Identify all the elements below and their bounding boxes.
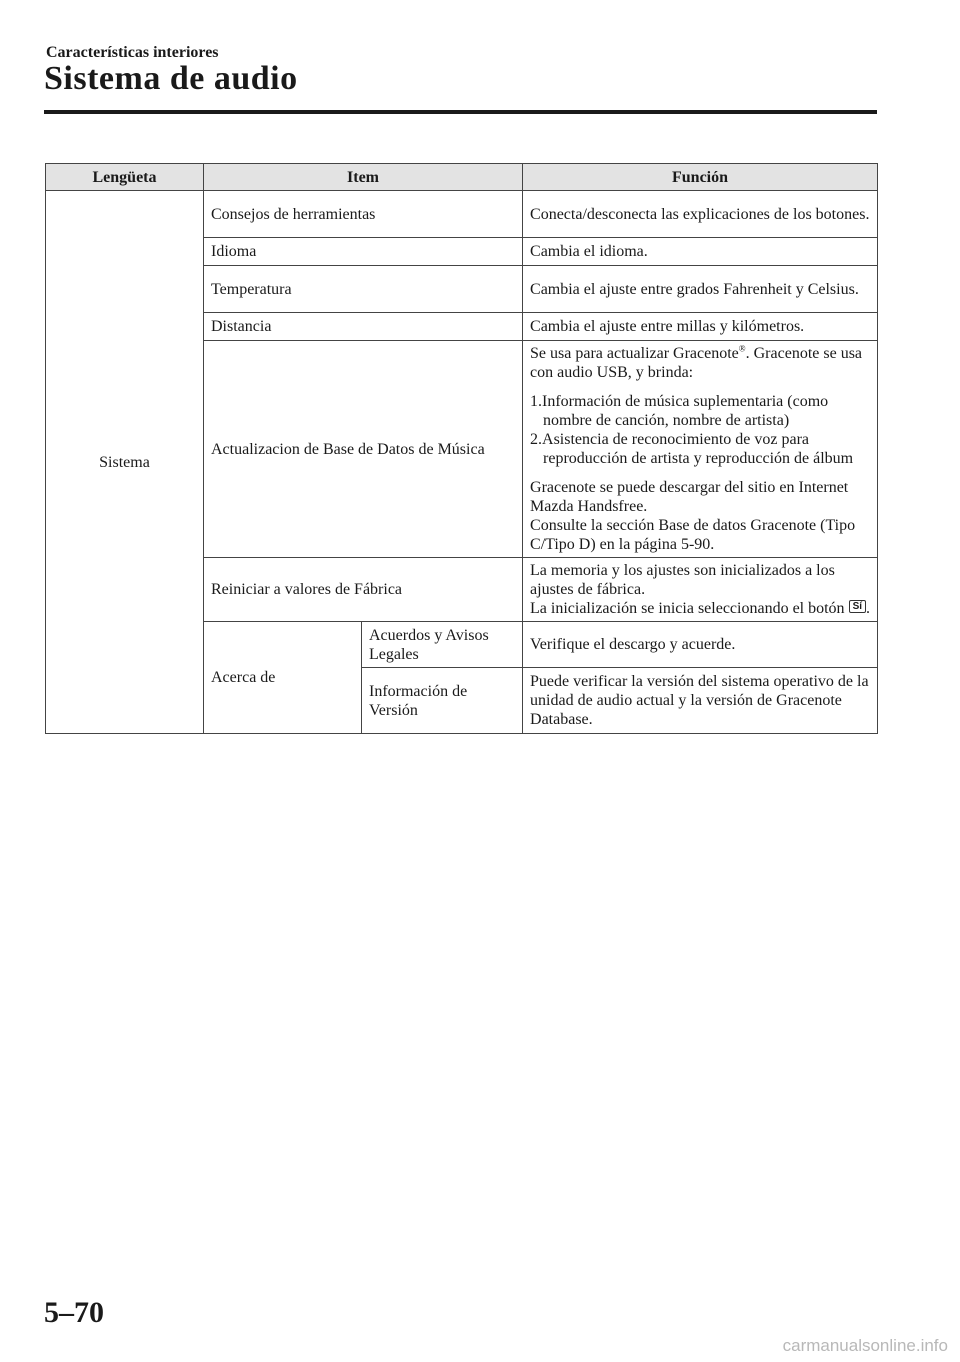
- watermark: carmanualsonline.info: [782, 1336, 948, 1355]
- si-button-icon: Sí: [849, 600, 866, 613]
- subitem-cell: Información de Versión: [362, 668, 523, 734]
- item-cell: Reiniciar a valores de Fábrica: [204, 558, 523, 622]
- subitem-cell: Acuerdos y Avisos Legales: [362, 622, 523, 668]
- table-row: [46, 191, 878, 238]
- item-cell: Idioma: [204, 238, 523, 266]
- function-cell: [523, 341, 878, 558]
- gracenote-intro-end: . Gracenote se usa con audio USB, y brinda:: [530, 345, 863, 381]
- gracenote-intro: [530, 344, 870, 382]
- function-cell: Puede verificar la versión del sistema operativo de la unidad de audio actual y la versión de Gracenote Database.: [523, 668, 878, 734]
- reset-description: La memoria y los ajustes son inicializados a los ajustes de fábrica.: [530, 562, 835, 598]
- function-cell: Conecta/desconecta las explicaciones de los botones.: [523, 191, 878, 238]
- registered-mark: ®: [738, 343, 746, 354]
- function-table: [45, 163, 878, 734]
- item-cell: Distancia: [204, 313, 523, 341]
- function-cell: [523, 558, 878, 622]
- function-cell: Cambia el ajuste entre grados Fahrenheit y Celsius.: [523, 266, 878, 313]
- header-item: Item: [204, 164, 523, 191]
- table-header-row: [46, 164, 878, 191]
- item-cell: Temperatura: [204, 266, 523, 313]
- item-cell: Consejos de herramientas: [204, 191, 523, 238]
- reset-instruction: [530, 599, 870, 618]
- function-cell: Cambia el idioma.: [523, 238, 878, 266]
- header-function: Función: [523, 164, 878, 191]
- reset-instruction-end: .: [866, 600, 871, 617]
- function-cell: Cambia el ajuste entre millas y kilómetros.: [523, 313, 878, 341]
- section-label: Características interiores: [46, 44, 219, 61]
- title-rule: [44, 110, 877, 114]
- gracenote-download: Gracenote se puede descargar del sitio en Internet Mazda Handsfree.: [530, 479, 849, 515]
- header-tab: Lengüeta: [46, 164, 204, 191]
- tab-cell-sistema: Sistema: [46, 191, 204, 734]
- gracenote-intro-start: Se usa para actualizar Gracenote: [530, 345, 739, 362]
- gracenote-reference: Consulte la sección Base de datos Gracenote (Tipo C/Tipo D) en la página 5-90.: [530, 517, 856, 553]
- page-number: 5–70: [44, 1296, 104, 1329]
- list-item: 2.Asistencia de reconocimiento de voz para reproducción de artista y reproducción de álbum: [530, 431, 854, 467]
- item-cell: Acerca de: [204, 622, 362, 734]
- reset-instruction-text: La inicialización se inicia seleccionando el botón: [530, 600, 845, 617]
- page-title: Sistema de audio: [44, 60, 298, 97]
- function-cell: Verifique el descargo y acuerde.: [523, 622, 878, 668]
- list-item: 1.Información de música suplementaria (como nombre de canción, nombre de artista): [530, 393, 829, 429]
- numbered-list: [530, 392, 870, 468]
- item-cell: Actualizacion de Base de Datos de Música: [204, 341, 523, 558]
